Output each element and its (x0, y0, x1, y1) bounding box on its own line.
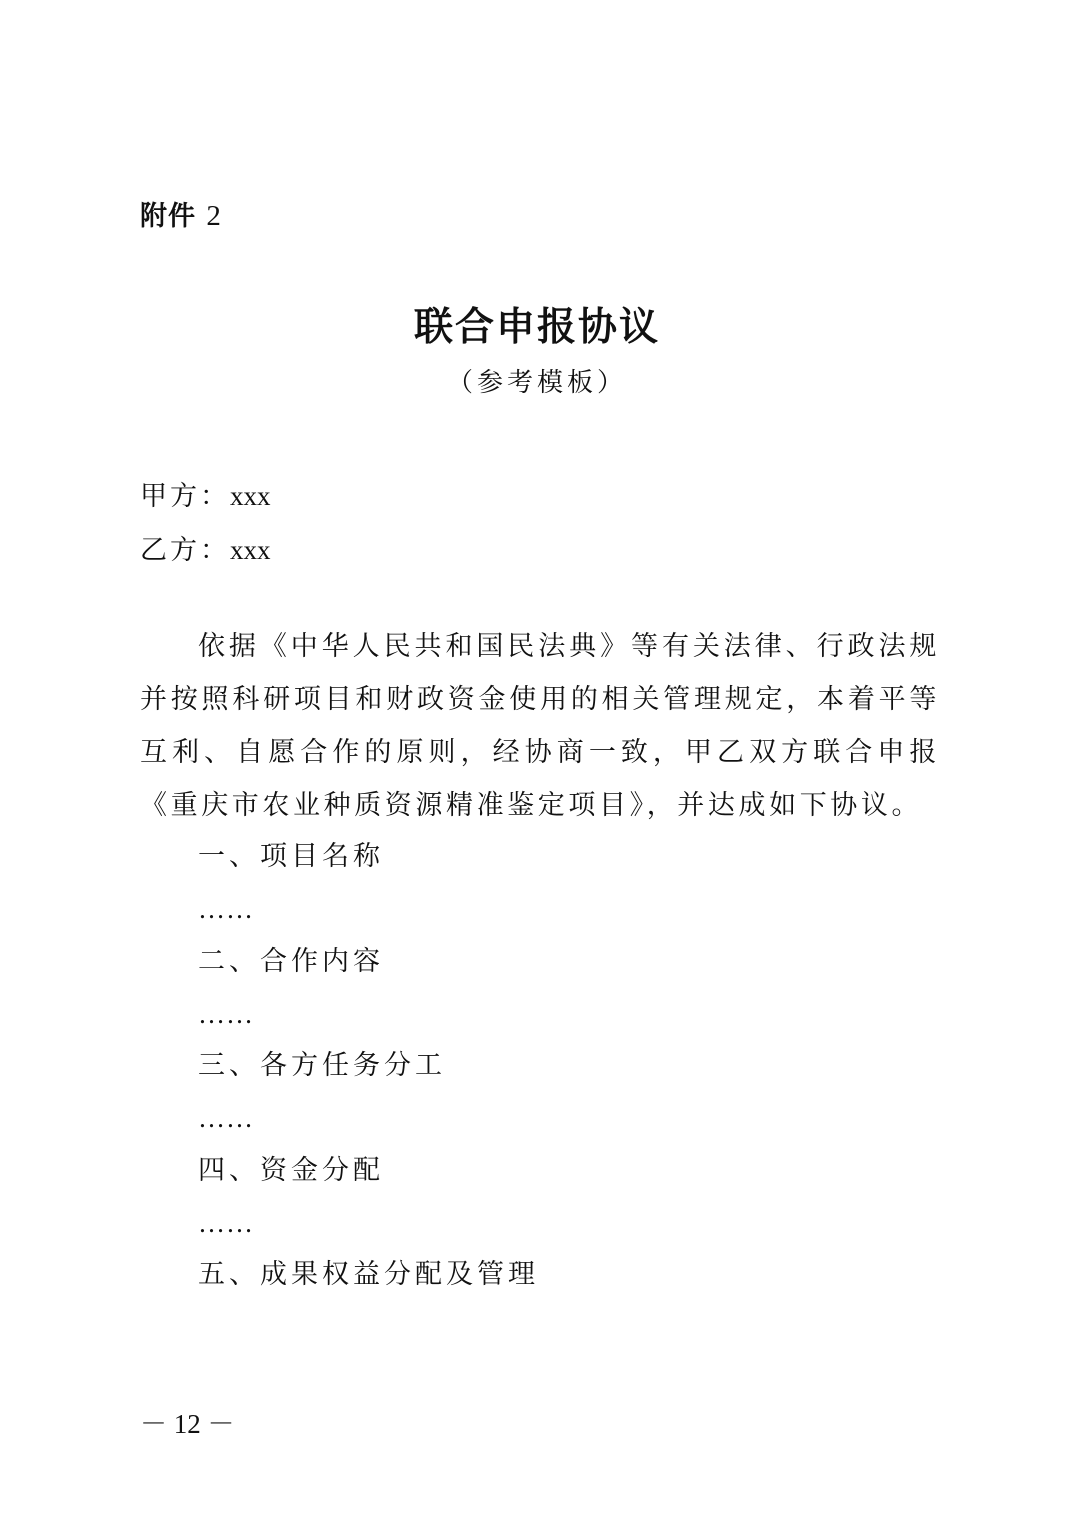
attachment-text: 附件 (140, 201, 196, 232)
attachment-number: 2 (206, 200, 222, 232)
document-subtitle: （参考模板） (446, 368, 627, 398)
section-placeholder-1: …… (198, 894, 254, 924)
page-number: － 12 － (140, 1409, 235, 1439)
party-b-label: 乙方： (140, 535, 230, 566)
section-heading-2: 二、合作内容 (198, 946, 384, 977)
attachment-label (140, 194, 222, 233)
document-title: 联合申报协议 (413, 305, 660, 350)
section-placeholder-4: …… (198, 1208, 254, 1238)
party-a (140, 474, 271, 513)
section-heading-1: 一、项目名称 (198, 841, 384, 872)
party-a-value: xxx (230, 481, 271, 511)
party-a-label: 甲方： (140, 481, 230, 512)
section-heading-4: 四、资金分配 (198, 1155, 384, 1186)
party-b-value: xxx (230, 535, 271, 565)
section-placeholder-3: …… (198, 1103, 254, 1133)
section-heading-3: 三、各方任务分工 (198, 1050, 446, 1081)
intro-paragraph: 依据《中华人民共和国民法典》等有关法律、行政法规并按照科研项目和财政资金使用的相关管理规定，本着平等互利、自愿合作的原则，经协商一致，甲乙双方联合申报《重庆市农业种质资源精准鉴定项目》，并达成如下协议。 (140, 631, 940, 821)
section-placeholder-2: …… (198, 999, 254, 1029)
party-b (140, 528, 271, 567)
section-heading-5: 五、成果权益分配及管理 (198, 1259, 539, 1290)
